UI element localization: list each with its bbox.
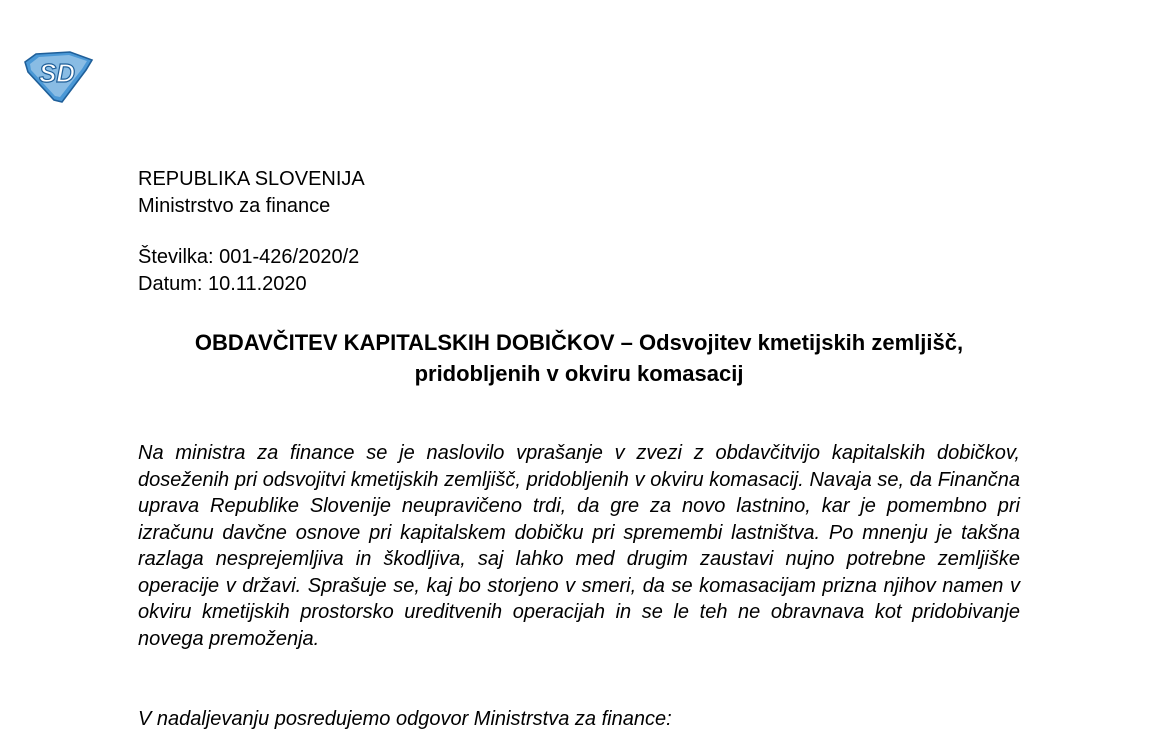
republic-name: REPUBLIKA SLOVENIJA [138,168,365,190]
closing-paragraph: V nadaljevanju posredujemo odgovor Ministrstva za finance: [138,708,672,730]
question-paragraph: Na ministra za finance se je naslovilo vprašanje v zvezi z obdavčitvijo kapitalskih dobičkov, doseženih pri odsvojitvi kmetijskih zemljišč, pridobljenih v okviru komasacij. Navaja se, da Finančna uprava Republike Slovenije neupravičeno trdi, da gre za novo lastnino, kar je pomembno pri izračunu davčne osnove pri kapitalskem dobičku pri spremembi lastništva. Po mnenju je takšna razlaga nesprejemljiva in škodljiva, saj lahko med drugim zaustavi nujno potrebne zemljiške operacije v državi. Sprašuje se, kaj bo storjeno v smeri, da se komasacijam prizna njihov namen v okviru kmetijskih prostorsko ureditvenih operacijah in se le teh ne obravnava kot pridobivanje novega premoženja. [138,442,1020,650]
sd-logo-text: SD [38,58,76,88]
document-number: Številka: 001-426/2020/2 [138,246,360,268]
document-meta [138,244,359,298]
ministry-name: Ministrstvo za finance [138,195,331,217]
sd-logo [22,48,96,104]
sd-shield-logo-icon [22,48,96,104]
document-title: OBDAVČITEV KAPITALSKIH DOBIČKOV – Odsvojitev kmetijskih zemljišč, pridobljenih v okviru komasacij [194,330,964,386]
sender-header [138,166,365,220]
document-date: Datum: 10.11.2020 [138,273,307,295]
